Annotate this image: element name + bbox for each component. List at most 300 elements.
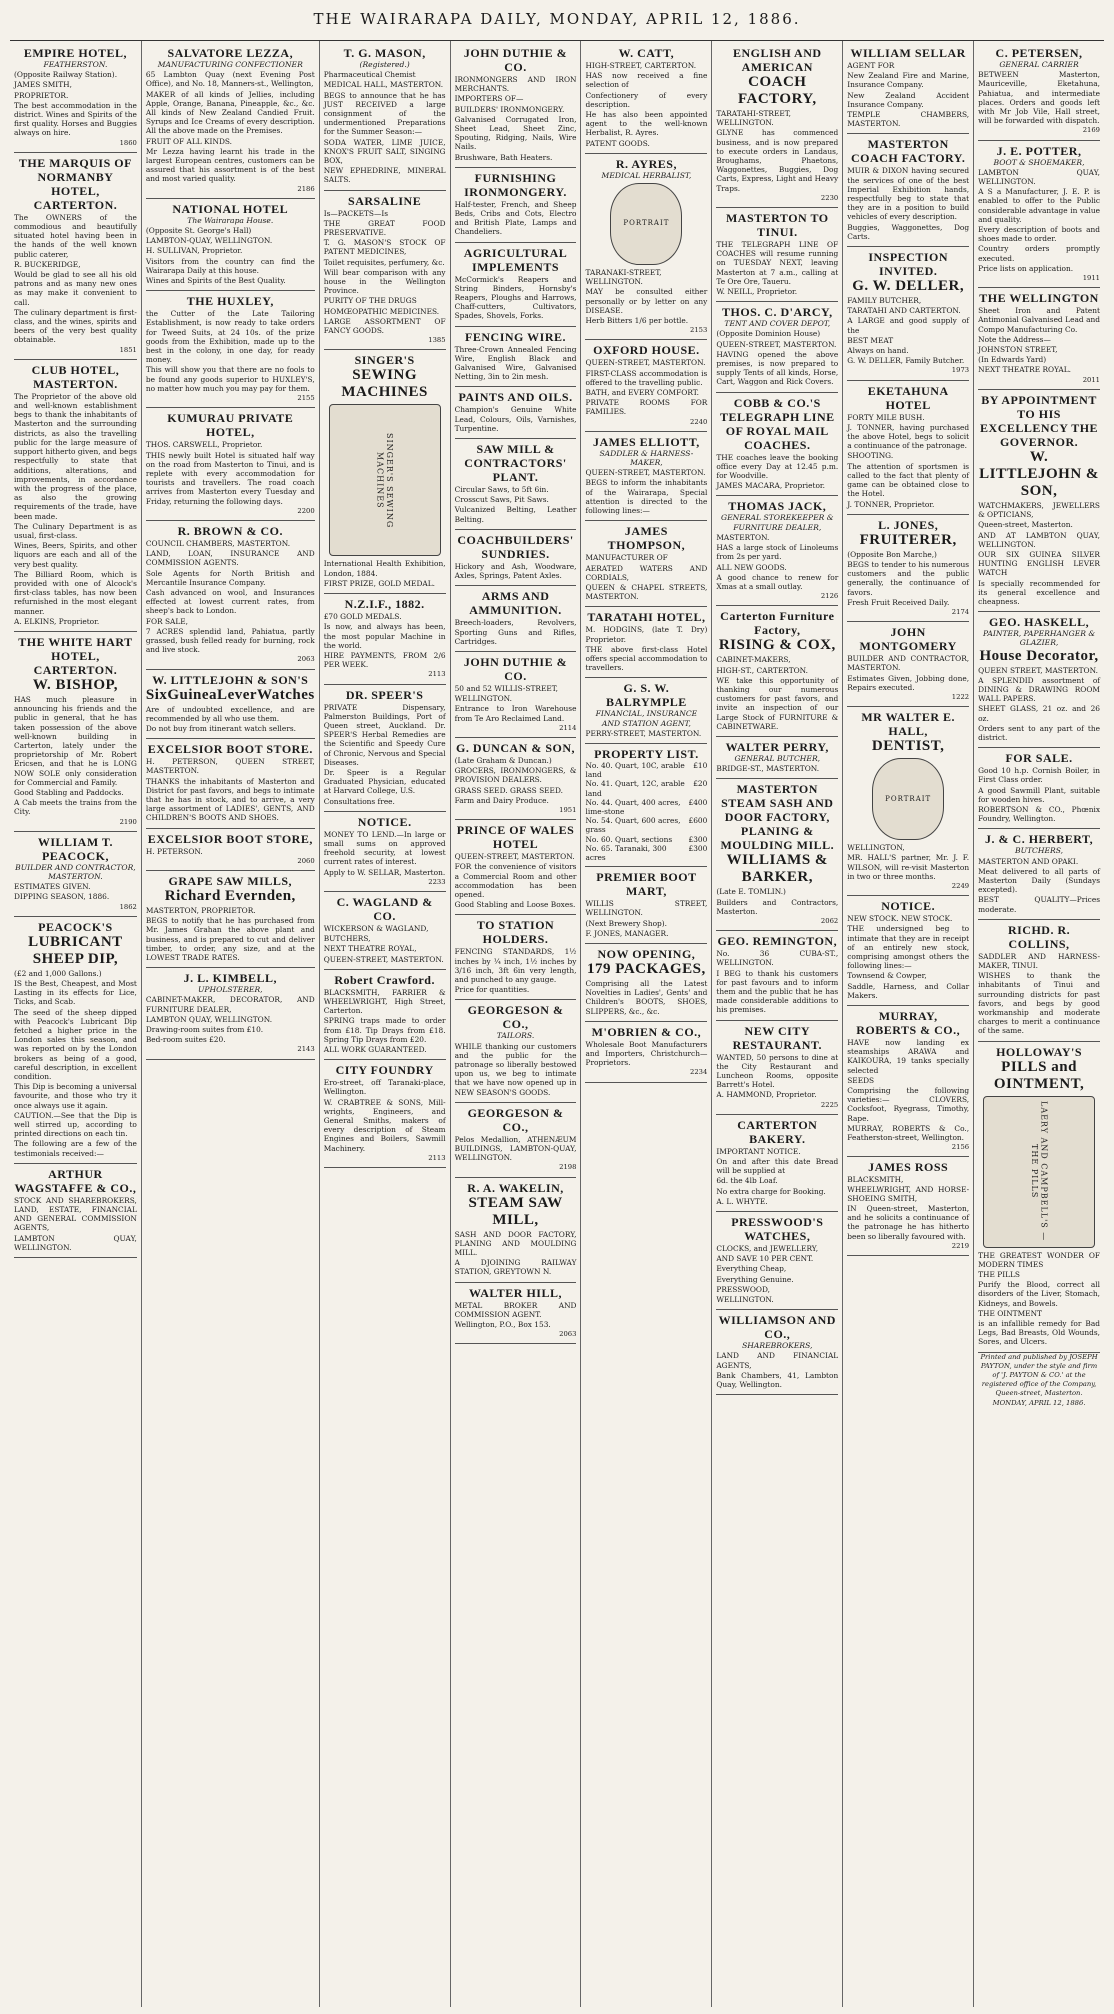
ad-number: 1951 [559,805,577,814]
ad-text: MR. HALL'S partner, Mr. J. F. WILSON, will re-visit Masterton in two or three months. [847,853,970,881]
advertisement [585,944,707,1022]
property-price: £10 [693,760,708,770]
ad-text: PRESSWOOD, [716,1284,770,1294]
ad-text: FOR the convenience of visitors a Commercial Room and other accommodation has been opened. [454,862,577,899]
ad-text: BEGS to announce that he has JUST RECEIVED a large consignment of the undermentioned Preparations for the Summer Season:— [323,90,446,137]
ad-subtitle: MEDICAL HERBALIST, [601,170,692,180]
ad-subtitle: TENT AND COVER DEPOT, [724,319,831,329]
ad-text: PURITY OF THE DRUGS [323,296,417,306]
ad-text: (Opposite Railway Station). [14,70,118,80]
ad-subtitle: GENERAL CARRIER [999,60,1079,69]
ad-illustration-caption: PORTRAIT [623,219,670,228]
ad-text: TARATAHI AND CARTERTON. [847,306,961,316]
ad-title: MASTERTON TO TINUI. [725,211,829,240]
ad-number: 2198 [559,1163,577,1172]
ad-subtitle: BOOT & SHOEMAKER, [993,157,1085,167]
ad-text: BEGS to inform the inhabitants of the Wairarapa, Special attention is directed to the following lines:— [585,478,708,516]
ad-text: IMPORTANT NOTICE. [716,1146,801,1156]
ad-text: Wellington, P.O., Box 153. [454,1320,551,1330]
ad-text: The culinary department is first-class, and the wines, spirits and beers of the very best quality obtainable. [14,307,137,345]
ad-title: THE HUXLEY, [186,294,274,309]
ad-text: Sheet Iron and Patent Antimonial Galvanised Lead and Compo Manufacturing Co. [978,306,1100,334]
ad-text: LAND AND FINANCIAL AGENTS, [716,1351,839,1370]
ad-text: (Late E. TOMLIN.) [716,887,786,897]
advertisement [978,390,1100,612]
ad-text: Hickory and Ash, Woodware, Axles, Springs, Patent Axles. [454,561,577,581]
ad-text: (Opposite Bon Marche,) [847,549,937,559]
ad-number: 2169 [1082,126,1100,135]
property-desc: No. 40. Quart, 10C, arable land [585,760,685,780]
ad-text: Visitors from the country can find the Wairarapa Daily at this house. [145,256,315,275]
ad-text: SHOOTING. [847,451,894,461]
ad-text: He has also been appointed agent to the well-known Herbalist, R. Ayres. [585,110,708,138]
ad-text: Circular Saws, to 5ft 6in. [454,485,549,495]
ad-text: 6d. the 4lb Loaf. [716,1176,778,1186]
ad-text: Orders sent to any part of the district. [978,723,1100,742]
ad-text: HAVE now landing ex steamships ARAWA and KAIKOURA, 19 tanks specially selected [847,1037,970,1075]
ad-number: 2186 [297,184,315,193]
ad-title: KUMURAU PRIVATE HOTEL, [167,411,294,440]
ad-text: The seed of the sheep dipped with Peacock's Lubricant Dip fetched a higher price in the London sales this season, and was reported on by the London brokers as being of a good, careful description, in excellent condition. [14,1007,137,1082]
advertisement [14,43,137,153]
ad-text: ALL WORK GUARANTEED. [323,1045,427,1054]
ad-text: A DJOINING RAILWAY STATION, GREYTOWN N. [454,1258,577,1277]
ad-text: WATCHMAKERS, JEWELLERS & OPTICIANS, [978,500,1100,520]
ad-text: the Cutter of the Late Tailoring Establishment, is now ready to take orders for Tweed Suits, at 24 10s. of the prize goods from the Exhibition, made up to the best in the colony, in one day, for ready money. [145,309,315,365]
ad-text: The following are a few of the testimonials received:— [14,1139,137,1158]
ad-text: MEDICAL HALL, MASTERTON. [323,80,444,90]
advertisement [455,439,577,530]
ad-text: QUEEN-STREET, MASTERTON. [585,468,706,478]
ad-number: 2233 [428,877,446,886]
ad-text: Cash advanced on wool, and Insurances effected at lowest current rates, from sheep's back to London. [145,587,315,616]
ad-text: THOS. CARSWELL, Proprietor. [145,440,263,450]
ad-text: Wines and Spirits of the Best Quality. [145,276,286,286]
ad-headline: 179 PACKAGES, [587,960,706,977]
ad-title: R. BROWN & CO. [177,523,283,538]
advertisement [585,678,707,744]
ad-number: 2234 [690,1068,708,1077]
advertisement [146,521,315,670]
advertisement [455,43,577,168]
ad-text: W. CRABTREE & SONS, Mill-wrights, Engineers, and General Smiths, makers of every description of Steam Engines and Boilers, Sawmill Machinery. [323,1097,446,1153]
ad-text: THE GREAT FOOD PRESERVATIVE. [323,218,446,238]
advertisement [146,968,315,1059]
property-desc: No. 65. Taranaki, 300 acres [585,843,667,862]
ad-title: T. G. MASON, [343,46,426,60]
ad-title: WILLIAMSON AND CO., [718,1313,836,1342]
ad-text: WE take this opportunity of thanking our numerous customers for past favors, and invite an inspection of our Large Stock of FURNITURE & CABINETWARE. [716,675,839,731]
ad-text: Sole Agents for North British and Mercantile Insurance Company. [145,568,315,587]
ad-title: L. JONES, [878,517,939,532]
ad-text: G. W. DELLER, Family Butcher. [847,356,965,366]
ad-title: PREMIER BOOT MART, [596,870,697,899]
ad-text: Vulcanized Belting, Leather Belting. [454,505,577,524]
advertisement [455,327,577,388]
advertisement [14,153,137,360]
ad-text: AERATED WATERS AND CORDIALS, [585,563,708,582]
ad-title: NEW CITY RESTAURANT. [732,1023,822,1052]
ad-headline: PILLS and OINTMENT, [993,1058,1085,1092]
ad-title: TARATAHI HOTEL, [587,610,706,625]
ad-text: (£2 and 1,000 Gallons.) [14,968,102,978]
advertisement [847,381,969,515]
ad-text: Toilet requisites, perfumery, &c. [323,257,445,267]
column-6 [711,41,842,2007]
ad-illustration-caption: PORTRAIT [885,794,932,803]
ad-headline: COACH FACTORY, [737,74,817,107]
ad-title: JOHN DUTHIE & CO. [463,654,568,683]
ad-text: BRIDGE-ST., MASTERTON. [716,764,820,774]
property-desc: No. 44. Quart, 400 acres, lime-stone [585,797,681,816]
ad-text: WANTED, 50 persons to dine at the City Restaurant and Luncheon Rooms, opposite Barrett's Hotel. [716,1052,839,1090]
imprint-date: MONDAY, APRIL 12, 1886. [992,1398,1086,1407]
ad-text: Crosscut Saws, Pit Saws. [454,495,549,505]
property-row [585,816,707,834]
ad-text: GLYNE has commenced business, and is now prepared to execute orders in Landaus, Broughams, Phaetons, Waggonettes, Buggies, Dog Carts, Express, Light and Heavy Traps. [716,128,839,193]
ad-number: 2249 [951,881,970,890]
ad-text: PRIVATE Dispensary, Palmerston Buildings, Port of Queen street, Auckland. Dr. SPEER'S Herbal Remedies are the Scientific and Speedy Cure of Chronic, Nervous and Special Diseases. [323,702,446,767]
ad-title: W. LITTLEJOHN & SON'S [152,672,309,687]
advertisement [324,594,446,684]
ad-text: Buggies, Waggonettes, Dog Carts. [847,222,970,241]
ad-text: AGENT FOR [847,61,895,70]
ad-text: (In Edwards Yard) [978,355,1047,365]
ad-text: (Late Graham & Duncan.) [454,755,552,765]
ad-title: PAINTS AND OILS. [458,390,573,405]
ad-text: A LARGE and good supply of the [847,316,970,335]
ad-text: WILLIS STREET, WELLINGTON. [585,899,708,918]
ad-text: Estimates Given, Jobbing done, Repairs executed. [847,673,970,692]
ad-title: JAMES ROSS [868,1160,949,1175]
ad-text: Is now, and always has been, the most popular Machine in the world. [323,622,446,650]
ad-text: HIRE PAYMENTS, FROM 2/6 PER WEEK. [323,650,446,670]
property-desc: No. 54. Quart, 600 acres, grass [585,816,681,835]
ad-title: EKETAHUNA HOTEL [867,383,949,412]
ad-text: This Dip is becoming a universal favourite, and those who try it once always use it again. [14,1082,137,1110]
advertisement [978,1042,1100,1353]
ad-title: GEO. HASKELL, [988,615,1090,630]
ad-text: Half-tester, French, and Sheep Beds, Cribs and Cots, Electro and British Plate, Lamps and Chandeliers. [454,199,577,237]
ad-text: Dr. Speer is a Regular Graduated Physician, educated at Harvard College, U.S. [323,767,446,796]
advertisement [455,1000,577,1102]
ad-title: FENCING WIRE. [465,329,566,344]
ad-text: Do not buy from itinerant watch sellers. [145,723,296,733]
advertisement [716,43,838,208]
ad-text: No extra charge for Booking. [716,1186,826,1196]
property-row [585,835,707,844]
ad-text: Everything Cheap, [716,1264,787,1274]
ad-headline: W. BISHOP, [32,676,119,693]
ad-number: 2225 [820,1100,839,1109]
advertisement [14,360,137,632]
property-row [585,798,707,816]
ad-text: Herb Bitters 1/6 per bottle. [585,316,689,326]
ad-subtitle: SHAREBROKERS, [742,1341,813,1351]
ad-number: 2230 [820,193,839,202]
ad-text: GRASS SEED. GRASS SEED. [454,785,563,795]
advertisement [978,748,1100,829]
ad-text: 50 and 52 WILLIS-STREET, [454,683,558,693]
ad-text: Are of undoubted excellence, and are recommended by all who use them. [145,704,315,723]
ad-text: HAS now received a fine selection of [585,71,708,90]
advertisement [585,607,707,678]
ad-text: Apply to W. SELLAR, Masterton. [323,867,446,877]
column-5 [580,41,711,2007]
advertisement [978,141,1100,289]
ad-text: FOR SALE, [145,616,189,626]
ad-title: THE WHITE HART HOTEL, CARTERTON. [18,634,133,677]
ad-number: 2063 [297,655,315,664]
ad-text: QUEEN STREET, MASTERTON. [978,665,1098,675]
ad-title: THOMAS JACK, [728,499,827,514]
advertisement [978,43,1100,141]
ad-title: SAW MILL & CONTRACTORS' PLANT. [464,442,567,485]
ad-text: THE PILLS [978,1270,1020,1280]
advertisement [455,168,577,243]
ad-text: WELLINGTON. [454,694,513,704]
advertisement [324,685,446,812]
ad-text: Every description of boots and shoes made to order. [978,225,1100,244]
ad-title: ENGLISH AND AMERICAN [733,46,822,74]
ad-title: GRAPE SAW MILLS, [168,874,293,888]
ad-title: GEORGESON & CO., [467,1105,564,1134]
ad-title: FURNISHING IRONMONGERY. [464,170,567,199]
ad-number: 2126 [820,592,839,601]
advertisement [14,1164,137,1258]
ad-text: Consultations free. [323,796,395,806]
ad-number: 1385 [428,336,446,345]
ad-number: 2156 [951,1143,970,1152]
ad-text: Country orders promptly executed. [978,244,1100,263]
property-price: £400 [688,797,708,807]
ad-title: THOS. C. D'ARCY, [722,305,833,320]
ad-text: WHILE thanking our customers and the public for the patronage so liberally bestowed upon us, we beg to intimate that we have now opened up in NEW SEASON'S GOODS. [454,1041,577,1097]
ad-number: 2060 [297,856,315,865]
ad-text: BLACKSMITH, WHEELWRIGHT, AND HORSE-SHOEING SMITH, [847,1175,970,1203]
ad-text: Good 10 h.p. Cornish Boiler, in First Class order. [978,766,1100,785]
ad-subtitle: GENERAL STOREKEEPER & FURNITURE DEALER, [721,513,834,532]
advertisement [324,812,446,892]
ad-text: JAMES MACARA, Proprietor. [716,481,825,491]
ad-text: SASH AND DOOR FACTORY, PLANING AND MOULDING MILL. [454,1229,577,1258]
ad-title: W. CATT, [618,46,675,60]
ad-title: G. DUNCAN & SON, [456,740,576,755]
ad-subtitle: PAINTER, PAPERHANGER & GLAZIER, [982,629,1096,648]
ad-illustration [983,1096,1095,1248]
ad-title: CLUB HOTEL, MASTERTON. [31,362,120,391]
column-8 [973,41,1104,2007]
ad-subtitle: FEATHERSTON. [43,60,108,69]
ad-number: 2219 [951,1241,970,1250]
ad-text: No. 36 CUBA-ST., WELLINGTON. [716,949,839,968]
ad-text: CABINET-MAKERS, [716,655,791,665]
ad-text: METAL BROKER AND COMMISSION AGENT. [454,1300,577,1319]
advertisement [455,530,577,586]
ad-text: BUILDERS' IRONMONGERY. [454,104,565,114]
ad-text: HIGH-STREET, CARTERTON. [585,61,697,70]
ad-headline: SixGuineaLeverWatches [145,686,315,703]
ad-text: WELLINGTON, [847,843,905,853]
advertisement [455,1103,577,1178]
advertisement [146,291,315,408]
advertisement [716,931,838,1020]
ad-illustration-caption: SINGER'S SEWING MACHINES [375,432,394,529]
ad-text: AND SAVE 10 PER CENT. [716,1254,814,1264]
advertisement [847,1006,969,1157]
advertisement [455,586,577,652]
ad-text: QUEEN-STREET, MASTERTON. [323,954,444,964]
ad-title: JAMES THOMPSON, [607,524,686,553]
advertisement [146,739,315,828]
ad-text: MASTERTON AND OPAKI. [978,856,1079,866]
ad-text: TEMPLE CHAMBERS, MASTERTON. [847,110,970,129]
ad-subtitle: MANUFACTURING CONFECTIONER [157,60,303,69]
ad-title: NOTICE. [881,899,936,914]
ad-title: C. WAGLAND & CO. [336,894,433,923]
advertisement [716,302,838,392]
ad-headline: WILLIAMS & BARKER, [726,852,828,886]
ad-text: MANUFACTURER OF [585,553,668,563]
ad-text: The Culinary Department is as usual, first-class. [14,521,137,540]
property-row [585,844,707,862]
ad-title: R. AYRES, [615,156,677,171]
ad-text: Everything Genuine. [716,1274,794,1284]
ad-text: Is—PACKETS—Is [323,208,389,218]
property-price: £300 [688,834,708,844]
ad-text: J. TONNER, having purchased the above Hotel, begs to solicit a continuance of the patronage. [847,422,970,451]
advertisement [146,199,315,291]
ad-text: ROBERTSON & CO., Phœnix Foundry, Wellington. [978,804,1100,824]
advertisement [585,521,707,607]
ad-text: HAS much pleasure in announcing his friends and the public in general, that he has taken possession of the above well-known building in Carterton, lately under the proprietorship of Mr. Robert Ericsen, and that he is LONG NOW SOLE only consideration for Commercial and Family. [14,694,137,787]
property-price: £600 [688,816,708,826]
ad-text: QUEEN-STREET, MASTERTON. [716,339,837,349]
ad-text: Always on hand. [847,346,909,356]
ad-title: PEACOCK'S [38,919,113,934]
advertisement [455,820,577,915]
ad-title: MASTERTON COACH FACTORY. [850,137,966,166]
ad-text: W. NEILL, Proprietor. [716,287,798,297]
ad-text: The OWNERS of the commodious and beautifully situated hotel having been in the hands of the well known public caterer, [14,212,137,259]
ad-text: MONEY TO LEND.—In large or small sums on approved freehold security, at lowest current rates of interest. [323,829,446,867]
ad-number: 2155 [297,394,315,403]
ad-title: PROPERTY LIST. [594,746,699,761]
ad-text: WISHES to thank the inhabitants of Tinui and surrounding districts for past favors, and begs by good workmanship and moderate charges to merit a continuance of the same. [978,971,1100,1036]
ad-text: A. ELKINS, Proprietor. [14,616,100,626]
advertisement [716,1115,838,1212]
ad-title: JAMES ELLIOTT, [593,434,700,449]
advertisement [585,340,707,431]
ad-text: BLACKSMITH, FARRIER & WHEELWRIGHT, High Street, Carterton. [323,987,446,1016]
ad-illustration-caption: LAERY AND CAMPBELL'S — THE PILLS [1030,1101,1049,1242]
ad-text: SEEDS [847,1075,875,1085]
advertisement [585,1022,707,1083]
ad-text: IN Queen-street, Masterton, and he solicits a continuance of the patronage he has hitherto been so liberally favoured with. [847,1204,970,1241]
ad-text: WELLINGTON. [716,1295,774,1305]
column-7 [842,41,973,2007]
ad-text: Price for quantities. [454,985,530,995]
ad-text: FIRST PRIZE, GOLD MEDAL. [323,578,435,588]
ad-number: 2200 [297,506,315,515]
ad-subtitle: The Wairarapa House. [187,215,274,225]
advertisement [716,496,838,606]
ad-text: Good Stabling and Loose Boxes. [454,900,576,910]
ad-text: BATH, and EVERY COMFORT. [585,388,699,398]
ad-text: CABINET-MAKER, DECORATOR, AND FURNITURE DEALER, [145,995,315,1014]
ad-number: 2240 [690,417,708,426]
advertisement [847,134,969,247]
ad-title: J. E. POTTER, [996,143,1082,158]
ad-text: Will bear comparison with any house in the Wellington Province. [323,267,446,296]
ad-text: SPRING traps made to order from £18. Tip Drays from £18. Spring Tip Drays from £20. [323,1016,446,1044]
ad-text: CLOCKS, and JEWELLERY, [716,1244,819,1254]
advertisement [847,707,969,896]
ad-text: Price lists on application. [978,263,1074,273]
ad-number: 2063 [559,1330,577,1339]
ad-headline: W. LITTLEJOHN & SON, [979,448,1099,499]
ad-text: THIS newly built Hotel is situated half way on the road from Masterton to Tinui, and is replete with every accommodation for tourists and travellers. The road coach arrives from Masterton every Tuesday and Friday, returning the following days. [145,450,315,506]
ad-text: THANKS the inhabitants of Masterton and District for past favors, and begs to intimate that he has in stock, and to arrive, a very large assortment of LADIES', GENTS, AND CHILDREN'S BOOTS AND SHOES. [145,776,315,823]
property-price: £20 [693,779,708,789]
column-2 [141,41,319,2007]
ad-number: 2113 [428,670,446,679]
ad-text: T. G. MASON'S STOCK OF PATENT MEDICINES, [323,238,446,257]
ad-text: Note the Address— [978,334,1051,344]
ad-number: 2113 [428,1153,446,1162]
column-4 [450,41,581,2007]
advertisement [455,243,577,327]
ad-text: THE above first-class Hotel offers special accommodation to travellers. [585,644,708,673]
advertisement [14,632,137,832]
ad-title: PRINCE OF WALES HOTEL [456,823,575,852]
ad-text: THE TELEGRAPH LINE OF COACHES will resume running on TUESDAY NEXT, leaving Masterton at 7 a.m., calling at Te Ore Ore, Taueru. [716,240,839,286]
advertisement [847,515,969,622]
ad-text: QUEEN-STREET, MASTERTON. [454,852,575,862]
advertisement [978,829,1100,919]
ad-text: MASTERTON, PROPRIETOR. [145,906,256,915]
ad-title: THE WELLINGTON [979,291,1099,306]
ad-text: International Health Exhibition, London, 1884. [323,559,446,578]
ad-number: 2190 [119,817,137,826]
ad-headline: Richard Evernden, [164,888,296,904]
ad-title: EXCELSIOR BOOT STORE, [147,831,313,846]
ad-title: INSPECTION INVITED. [868,250,949,279]
ad-text: DIPPING SEASON, 1886. [14,892,110,902]
ad-text: Would be glad to see all his old patrons and as many new ones as may make it convenient to call. [14,270,137,307]
column-1 [10,41,141,2007]
ad-title: M'OBRIEN & CO., [591,1024,702,1039]
ad-text: Mr Lezza having learnt his trade in the largest European centres, customers can be assured that his assortment is of the best and most varied quality. [145,146,315,184]
ad-text: Pharmaceutical Chemist [323,70,416,80]
advertisement [14,832,137,917]
ad-text: MUIR & DIXON having secured the services of one of the best Imperial Exhibition hands, respectfully beg to state that they are in a position to build vehicles of every description. [847,166,970,222]
advertisement [324,191,446,351]
ad-headline: House Decorator, [979,647,1099,664]
ad-title: NATIONAL HOTEL [172,201,289,216]
ad-title: CARTERTON BAKERY. [737,1117,818,1146]
ad-text: THE undersigned beg to intimate that they are in receipt of an entirely new stock, comprising amongst others the following lines:— [847,924,970,971]
advertisement [146,871,315,968]
ad-title: EMPIRE HOTEL, [23,46,128,60]
ad-text: HAS a large stock of Linoleums from 2s per yard. [716,543,839,562]
ad-text: HIGH-ST., CARTERTON. [716,665,809,675]
advertisement [716,1021,838,1115]
advertisement [847,247,969,381]
ad-text: Builders and Contractors, Masterton. [716,897,839,916]
ad-title: EXCELSIOR BOOT STORE. [147,742,313,757]
ad-text: (Next Brewery Shop). [585,918,668,928]
